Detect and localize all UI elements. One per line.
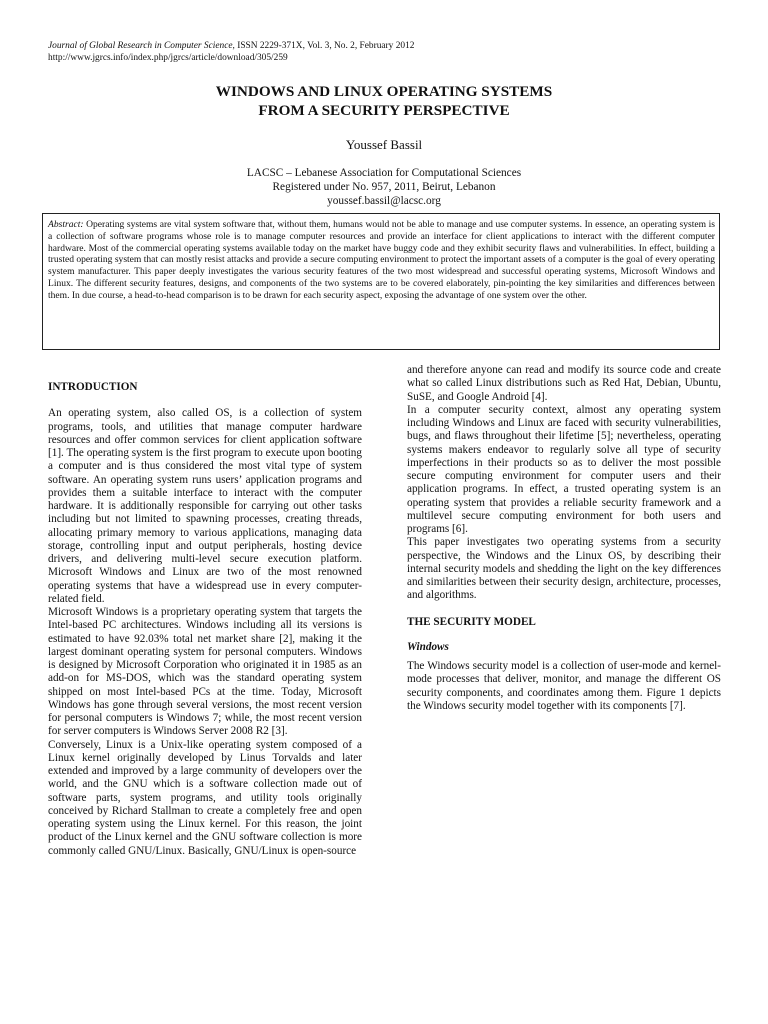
right-paragraph-1: and therefore anyone can read and modify its source code and create what so called Linux distributions such as Red Hat, Debian, Ubuntu, SuSE, and Google Android [4].: [407, 364, 721, 403]
intro-paragraph-1: An operating system, also called OS, is a collection of system programs, tools, and utilities that manage computer hardware resources and offer common services for client application software [1]. The operating system is the first program to execute upon booting a computer and is thus considered the most vital type of system software. An operating system runs users’ application programs and provides them a suitable interface to interact with the computer hardware. It is additionally responsible for carrying out other tasks including but not limited to spawning processes, creating threads, allocating primary memory to various applications, managing data storage, controlling input and output peripherals, hosting device drivers, and delivering multi-level secure execution platform. Microsoft Windows and Linux are two of the most renowned operating systems that have a widespread use in every computer-related field.: [48, 407, 362, 605]
windows-subheading: Windows: [407, 640, 449, 653]
title-line-1: WINDOWS AND LINUX OPERATING SYSTEMS: [215, 83, 553, 100]
affiliation-email: youssef.bassil@lacsc.org: [327, 195, 441, 207]
affiliation: [0, 166, 768, 208]
left-column: [48, 381, 362, 858]
abstract-label: Abstract:: [48, 219, 84, 230]
introduction-heading: INTRODUCTION: [48, 381, 138, 393]
security-model-paragraph: The Windows security model is a collection of user-mode and kernel-mode processes that deliver, monitor, and manage the different OS security components, and coordinates among them. Figure 1 depicts the Windows security model together with its components [7].: [407, 660, 721, 712]
affiliation-line-1: LACSC – Lebanese Association for Computational Sciences: [246, 167, 522, 179]
journal-info: , ISSN 2229-371X, Vol. 3, No. 2, February 2012: [232, 41, 415, 51]
security-model-heading: THE SECURITY MODEL: [407, 615, 536, 628]
abstract-text: Operating systems are vital system software that, without them, humans would not be able to manage and use computer systems. In essence, an operating system is a collection of software programs whose role is to manage computer resources and provide an interface for client applications to interact with the different computer hardware. Most of the commercial operating systems available today on the market have buggy code and they exhibit security flaws and vulnerabilities. In effect, building a trusted operating system that can mostly resist attacks and provide a secure computing environment to protect the important assets of a computer is the goal of every operating system manufacturer. This paper deeply investigates the various security features of the two most widespread and successful operating systems, Microsoft Windows and Linux. The different security features, designs, and components of the two systems are to be covered elaborately, pin-pointing the key similarities and differences between them. In due course, a head-to-head comparison is to be drawn for each security aspect, exposing the advantage of one system over the other.: [48, 219, 715, 301]
paper-title: [0, 82, 768, 120]
affiliation-line-2: Registered under No. 957, 2011, Beirut, Lebanon: [272, 181, 496, 193]
journal-citation: [48, 41, 508, 53]
intro-paragraph-2: Microsoft Windows is a proprietary operating system that targets the Intel-based PC architectures. Windows including all its versions is estimated to have 92.03% total net market share [2], making it the largest dominant operating system for personal computers. Windows is designed by Microsoft Corporation who originated it in 1985 as an add-on for MS-DOS, which was the standard operating system shipped on most Intel-based PCs at the time. Today, Microsoft Windows has gone through several versions, the most recent version for personal computers is Windows 7; while, the most recent version for server computers is Windows Server 2008 R2 [3].: [48, 606, 362, 738]
journal-url: http://www.jgrcs.info/index.php/jgrcs/article/download/305/259: [48, 52, 288, 63]
journal-name: Journal of Global Research in Computer Science: [48, 41, 233, 51]
right-paragraph-3: This paper investigates two operating systems from a security perspective, the Windows and the Linux OS, by describing their internal security models and shedding the light on the key differences and similarities between their security design, architecture, processes, and algorithms.: [407, 536, 721, 602]
journal-header: [48, 41, 508, 64]
author-name: Youssef Bassil: [345, 137, 423, 152]
abstract-box: [42, 213, 720, 350]
right-column: [407, 364, 721, 713]
right-paragraph-2: In a computer security context, almost any operating system including Windows and Linux are faced with security vulnerabilities, bugs, and flaws throughout their lifetime [5]; nevertheless, operating systems makers endeavor to regularly solve all type of security imperfections in their products so as to deliver the most possible secure computing environment for computer users and their application programs. In effect, a trusted operating system is an operating system that provides a reliable security framework and a multilevel secure computing environment for both users and programs [6].: [407, 403, 721, 535]
intro-paragraph-3: Conversely, Linux is a Unix-like operating system composed of a Linux kernel originally developed by Linus Torvalds and later extended and improved by a large community of developers over the world, and the GNU which is a software collection made out of software parts, system programs, and utility tools originally conceived by Richard Stallman to create a completely free and open operating system using the Linux kernel. For this reason, the joint product of the Linux kernel and the GNU software collection is more commonly called GNU/Linux. Basically, GNU/Linux is open-source: [48, 738, 362, 857]
title-line-2: FROM A SECURITY PERSPECTIVE: [258, 102, 510, 119]
